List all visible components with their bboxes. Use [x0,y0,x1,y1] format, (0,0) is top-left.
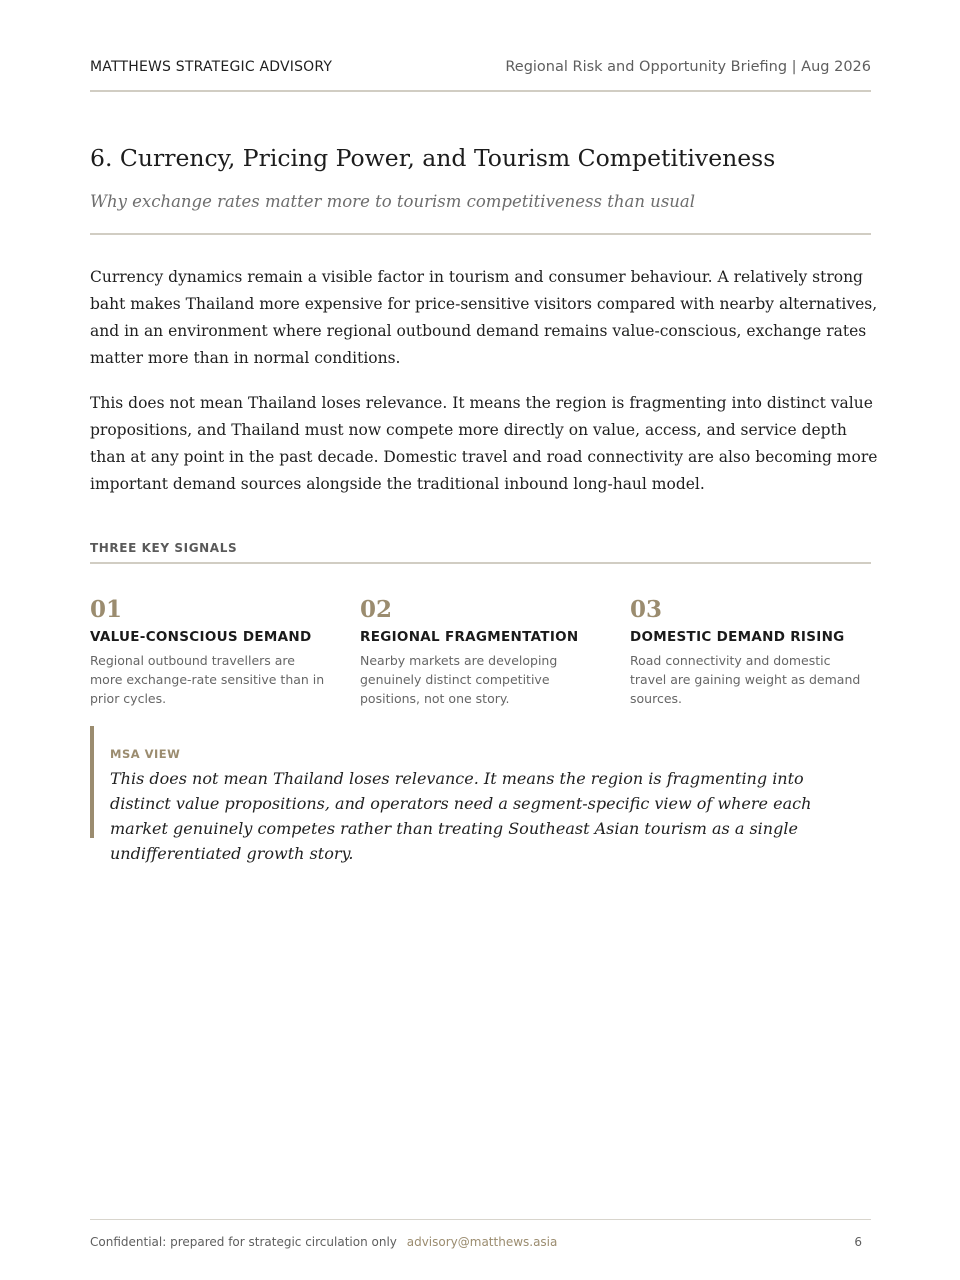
signal-card [630,596,870,708]
section-title: 6. Currency, Pricing Power, and Tourism Competitiveness [90,144,776,172]
signal-card [90,596,330,708]
firm-name: MATTHEWS STRATEGIC ADVISORY [90,59,333,75]
signals-divider [90,562,871,564]
signal-number: 03 [630,596,663,623]
callout-accent-bar [90,726,94,838]
signal-card [360,596,600,708]
header-divider [90,90,871,92]
signal-number: 02 [360,596,393,623]
signal-title: VALUE-CONSCIOUS DEMAND [90,629,312,645]
report-page [90,0,878,1280]
section-subtitle: Why exchange rates matter more to tourism competitiveness than usual [90,192,696,211]
page-header [90,59,871,79]
body-paragraph: This does not mean Thailand loses relevance. It means the region is fragmenting into distinct value propositions, and Thailand must now compete more directly on value, access, and service depth than at any point in the past decade. Domestic travel and road connectivity are also becoming more important demand sources alongside the traditional inbound long-haul model. [90,394,878,493]
body-paragraph: Currency dynamics remain a visible factor in tourism and consumer behaviour. A relatively strong baht makes Thailand more expensive for price-sensitive visitors compared with nearby alternatives, and in an environment where regional outbound demand remains value-conscious, exchange rates matter more than in normal conditions. [90,268,878,367]
page-number: 6 [854,1235,862,1249]
signal-number: 01 [90,596,123,623]
report-title: Regional Risk and Opportunity Briefing | Aug 2026 [505,59,871,75]
msa-view-callout [90,726,871,863]
confidential-notice: Confidential: prepared for strategic circulation only [90,1235,397,1249]
contact-email-link[interactable]: advisory@matthews.asia [406,1235,558,1249]
title-divider [90,233,871,235]
footer-divider [90,1219,871,1220]
signals-heading: THREE KEY SIGNALS [90,541,238,555]
signal-title: DOMESTIC DEMAND RISING [630,629,845,645]
callout-label: MSA VIEW [110,747,181,761]
signal-title: REGIONAL FRAGMENTATION [360,629,579,645]
signal-description: Nearby markets are developing genuinely distinct competitive positions, not one story. [360,653,558,706]
signal-description: Regional outbound travellers are more exchange-rate sensitive than in prior cycles. [90,653,325,706]
signal-description: Road connectivity and domestic travel are gaining weight as demand sources. [630,653,861,706]
callout-quote: This does not mean Thailand loses relevance. It means the region is fragmenting into distinct value propositions, and operators need a segment-specific view of where each market genuinely competes rather than treating Southeast Asian tourism as a single undifferentiated growth story. [110,769,812,863]
page-footer [90,1235,871,1249]
